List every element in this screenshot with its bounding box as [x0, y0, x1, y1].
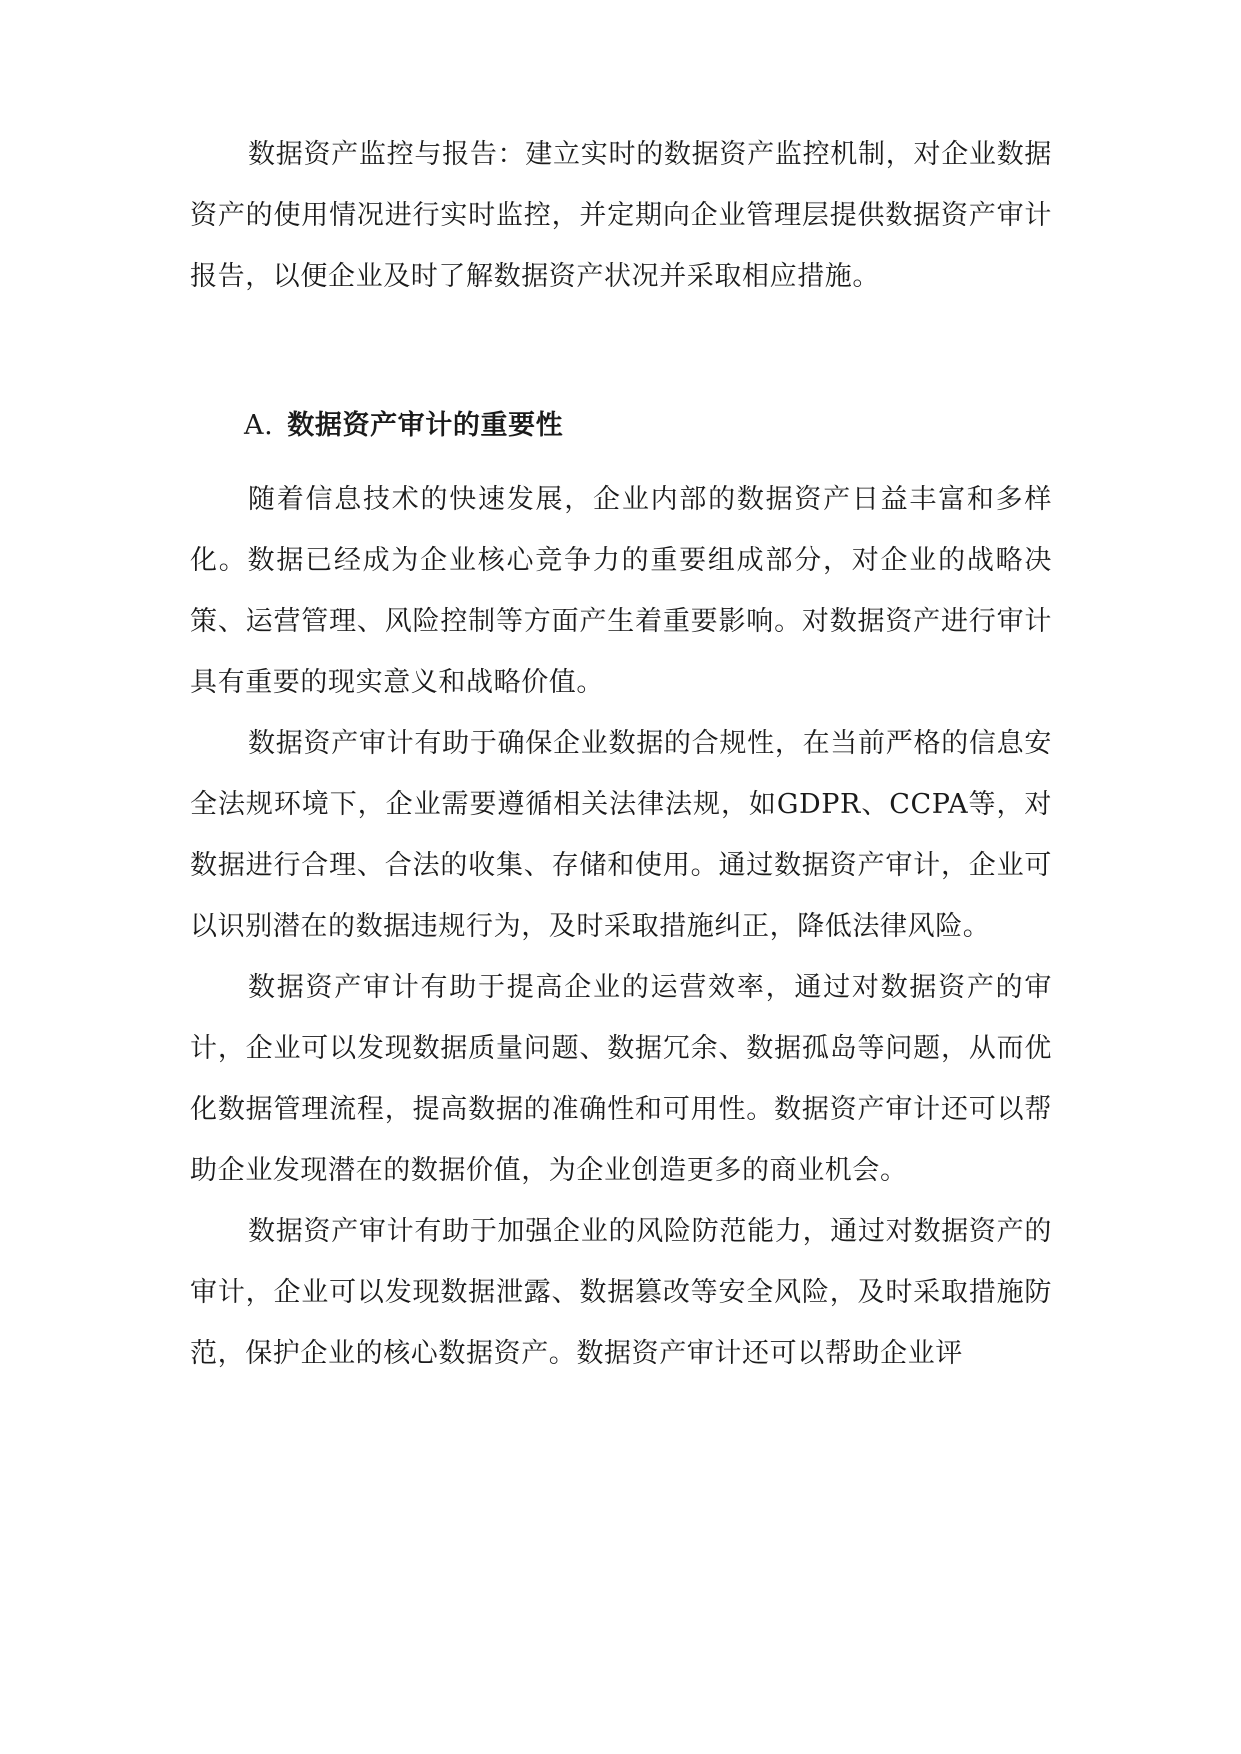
paragraph-data-asset-monitoring: 数据资产监控与报告：建立实时的数据资产监控机制，对企业数据资产的使用情况进行实时监控，并定期向企业管理层提供数据资产审计报告，以便企业及时了解数据资产状况并采取相应措施。 [190, 139, 1052, 292]
paragraph-compliance: 数据资产审计有助于确保企业数据的合规性，在当前严格的信息安全法规环境下，企业需要遵循相关法律法规，如GDPR、CCPA等，对数据进行合理、合法的收集、存储和使用。通过数据资产审计，企业可以识别潜在的数据违规行为，及时采取措施纠正，降低法律风险。 [190, 728, 1052, 942]
section-label: A. [244, 410, 274, 441]
paragraph-importance-intro: 随着信息技术的快速发展，企业内部的数据资产日益丰富和多样化。数据已经成为企业核心竞争力的重要组成部分，对企业的战略决策、运营管理、风险控制等方面产生着重要影响。对数据资产进行审计具有重要的现实意义和战略价值。 [190, 484, 1052, 698]
section-title: 数据资产审计的重要性 [287, 410, 564, 441]
section-heading [244, 406, 563, 446]
paragraph-efficiency: 数据资产审计有助于提高企业的运营效率，通过对数据资产的审计，企业可以发现数据质量问题、数据冗余、数据孤岛等问题，从而优化数据管理流程，提高数据的准确性和可用性。数据资产审计还可以帮助企业发现潜在的数据价值，为企业创造更多的商业机会。 [190, 972, 1052, 1186]
paragraph-risk-prevention: 数据资产审计有助于加强企业的风险防范能力，通过对数据资产的审计，企业可以发现数据泄露、数据篡改等安全风险，及时采取措施防范，保护企业的核心数据资产。数据资产审计还可以帮助企业评 [190, 1216, 1052, 1369]
